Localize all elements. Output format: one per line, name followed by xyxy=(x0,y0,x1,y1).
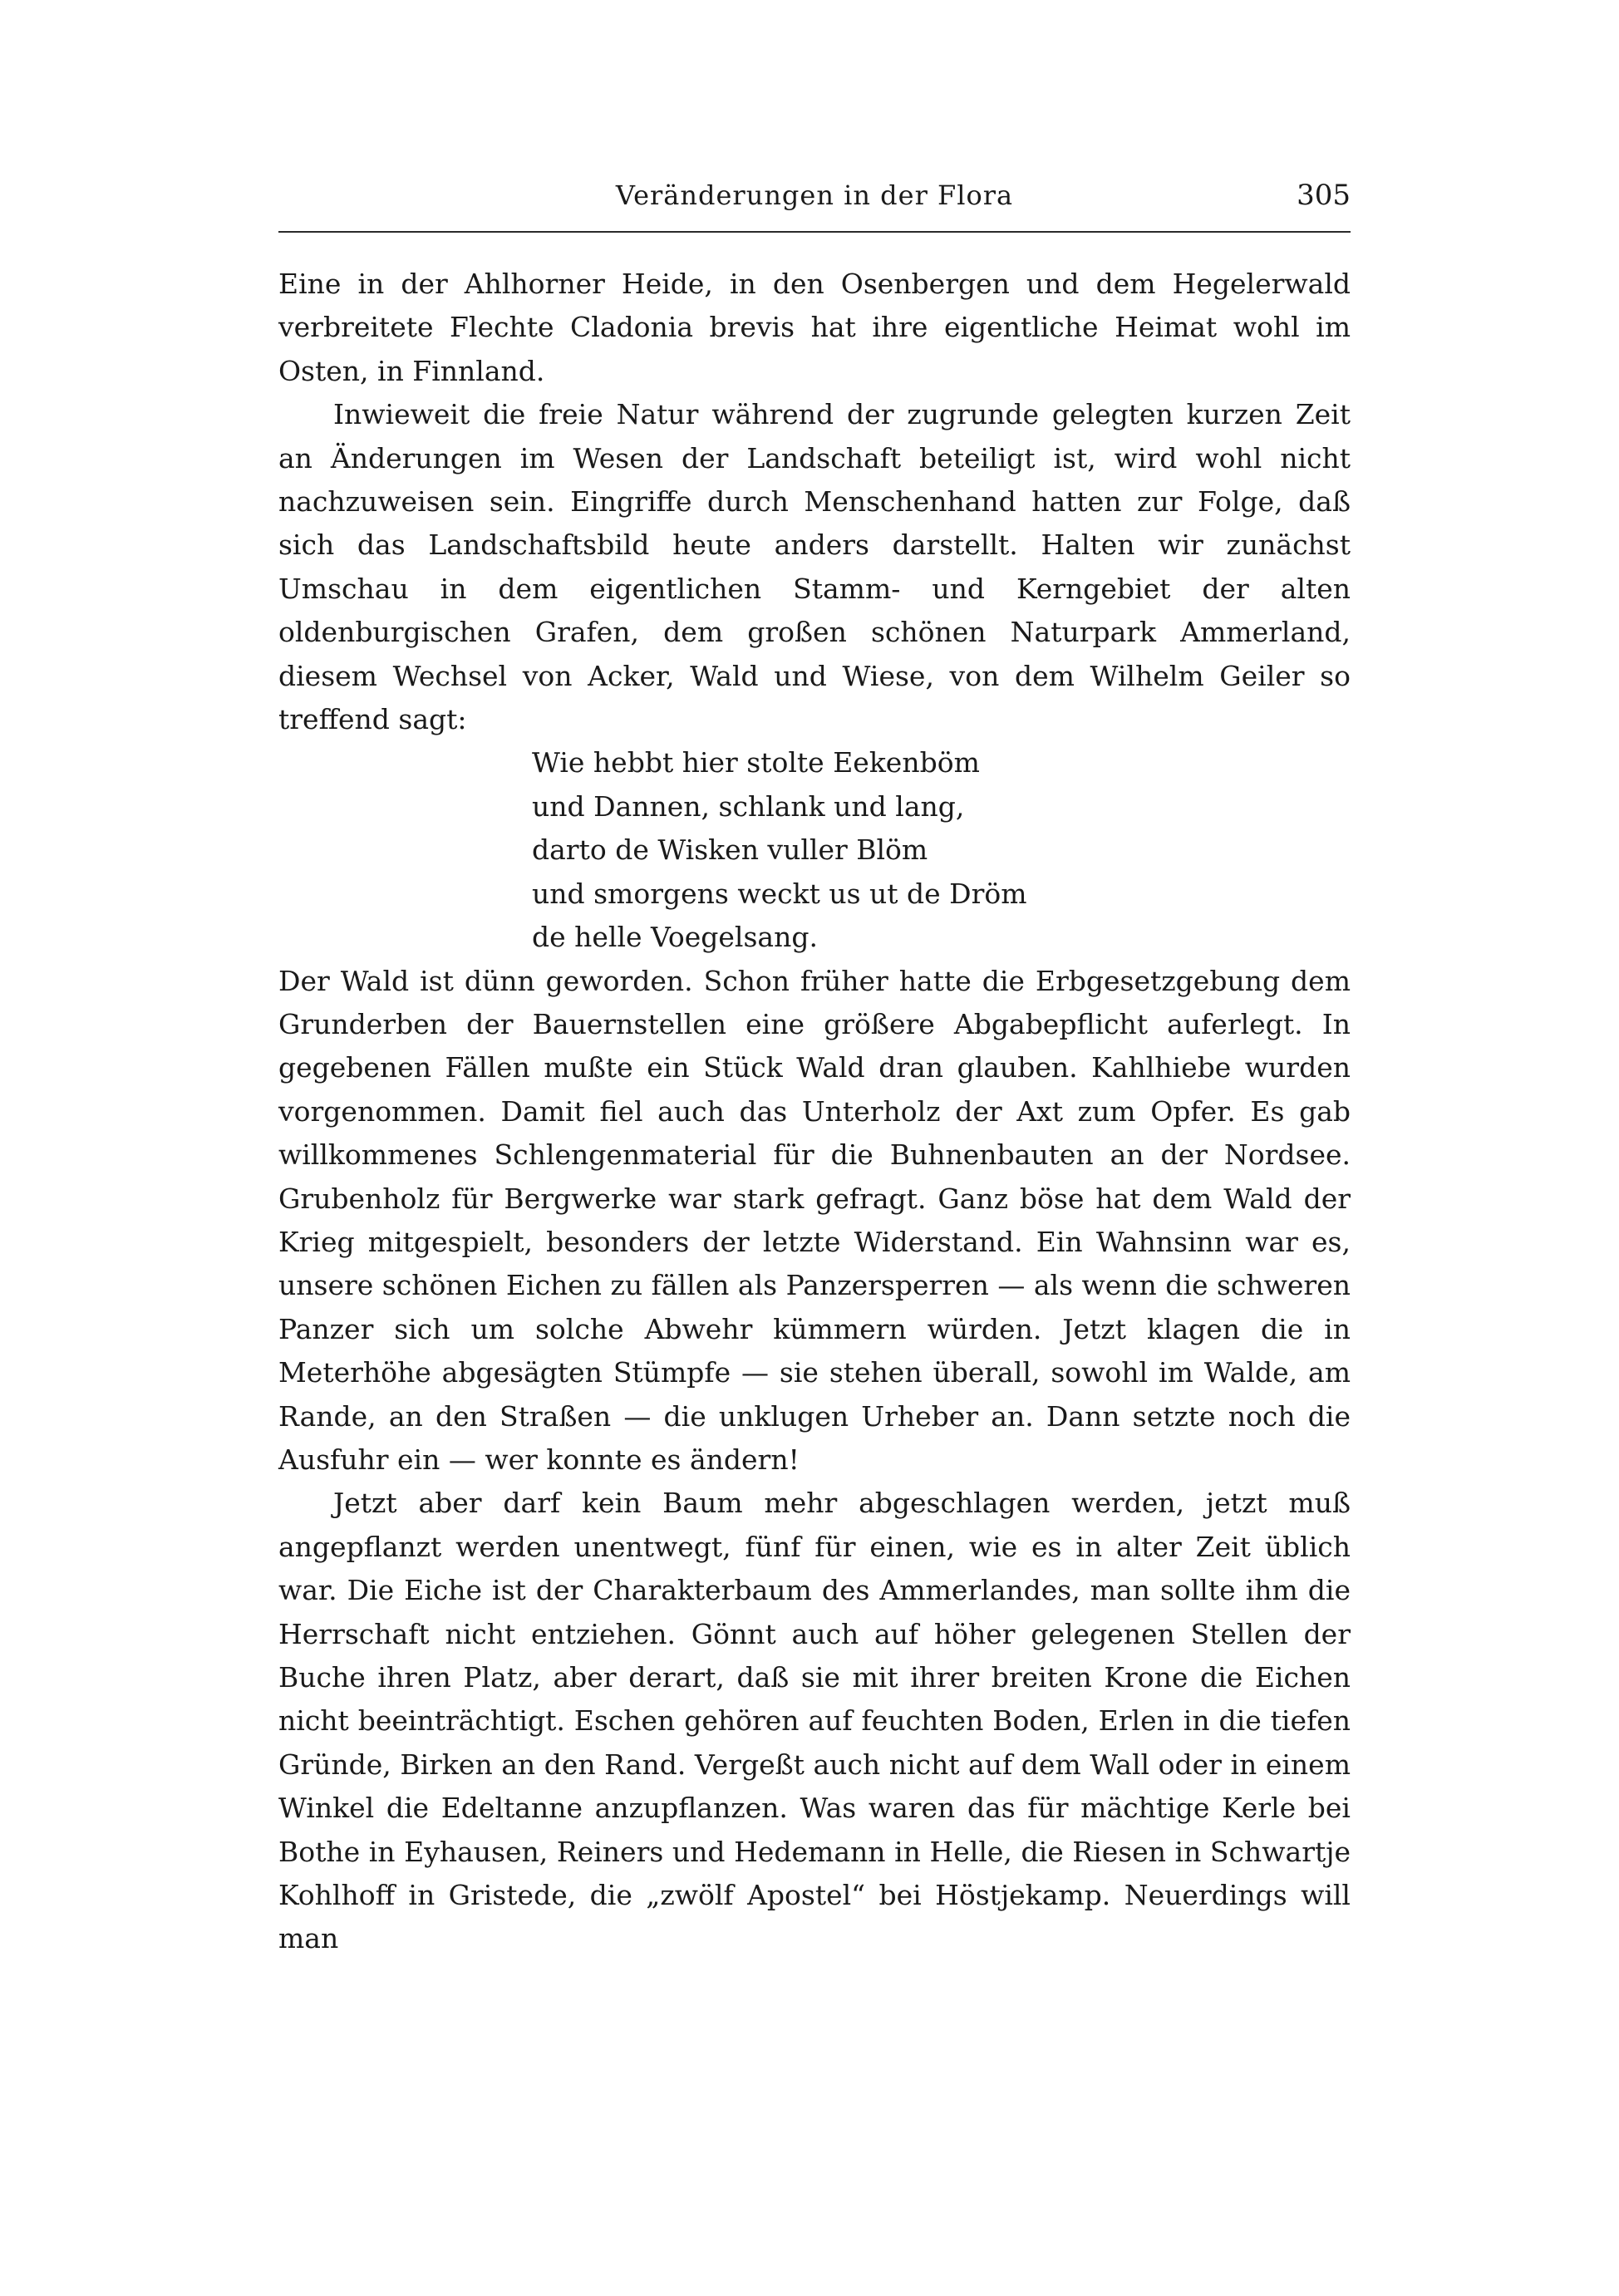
paragraph: Jetzt aber darf kein Baum mehr abgeschlagen werden, jetzt muß angepflanzt werden unentwegt, fünf für einen, wie es in alter Zeit üblich war. Die Eiche ist der Charakterbaum des Ammerlandes, man sollte ihm die Herrschaft nicht entziehen. Gönnt auch auf höher gelegenen Stellen der Buche ihren Platz, aber derart, daß sie mit ihrer breiten Krone die Eichen nicht beeinträchtigt. Eschen gehören auf feuchten Boden, Erlen in die tiefen Gründe, Birken an den Rand. Vergeßt auch nicht auf dem Wall oder in einem Winkel die Edeltanne anzupflanzen. Was waren das für mächtige Kerle bei Bothe in Eyhausen, Reiners und Hedemann in Helle, die Riesen in Schwartje Kohlhoff in Gristede, die „zwölf Apostel“ bei Höstjekamp. Neuerdings will man xyxy=(278,1487,1351,1955)
poem-line: Wie hebbt hier stolte Eekenböm xyxy=(532,746,980,779)
poem-quote xyxy=(278,741,1351,959)
poem-line: darto de Wisken vuller Blöm xyxy=(532,833,928,867)
body-text xyxy=(278,263,1351,1961)
paragraph: Inwieweit die freie Natur während der zugrunde gelegten kurzen Zeit an Änderungen im Wesen der Landschaft beteiligt ist, wird wohl nicht nachzuweisen sein. Eingriffe durch Menschenhand hatten zur Folge, daß sich das Landschaftsbild heute anders darstellt. Halten wir zunächst Umschau in dem eigentlichen Stamm- und Kerngebiet der alten oldenburgischen Grafen, dem großen schönen Naturpark Ammerland, diesem Wechsel von Acker, Wald und Wiese, von dem Wilhelm Geiler so treffend sagt: xyxy=(278,398,1351,736)
header-rule xyxy=(278,231,1351,233)
paragraph: Der Wald ist dünn geworden. Schon früher hatte die Erbgesetzgebung dem Grunderben der Bauernstellen eine größere Abgabepflicht auferlegt. In gegebenen Fällen mußte ein Stück Wald dran glauben. Kahlhiebe wurden vorgenommen. Damit fiel auch das Unterholz der Axt zum Opfer. Es gab willkommenes Schlengenmaterial für die Buhnenbauten an der Nordsee. Grubenholz für Bergwerke war stark gefragt. Ganz böse hat dem Wald der Krieg mitgespielt, besonders der letzte Widerstand. Ein Wahnsinn war es, unsere schönen Eichen zu fällen als Panzersperren — als wenn die schweren Panzer sich um solche Abwehr kümmern würden. Jetzt klagen die in Meterhöhe abgesägten Stümpfe — sie stehen überall, sowohl im Walde, am Rande, an den Straßen — die unklugen Urheber an. Dann setzte noch die Ausfuhr ein — wer konnte es ändern! xyxy=(278,964,1351,1476)
poem-line: und smorgens weckt us ut de Dröm xyxy=(532,877,1027,910)
page-number: 305 xyxy=(1297,179,1351,212)
running-header xyxy=(278,175,1351,229)
running-title: Veränderungen in der Flora xyxy=(615,179,1014,211)
poem-line: und Dannen, schlank und lang, xyxy=(532,789,965,823)
paragraph: Eine in der Ahlhorner Heide, in den Osenbergen und dem Hegelerwald verbreitete Flechte Cladonia brevis hat ihre eigentliche Heimat wohl im Osten, in Finnland. xyxy=(278,268,1351,387)
poem-line: de helle Voegelsang. xyxy=(532,921,818,954)
